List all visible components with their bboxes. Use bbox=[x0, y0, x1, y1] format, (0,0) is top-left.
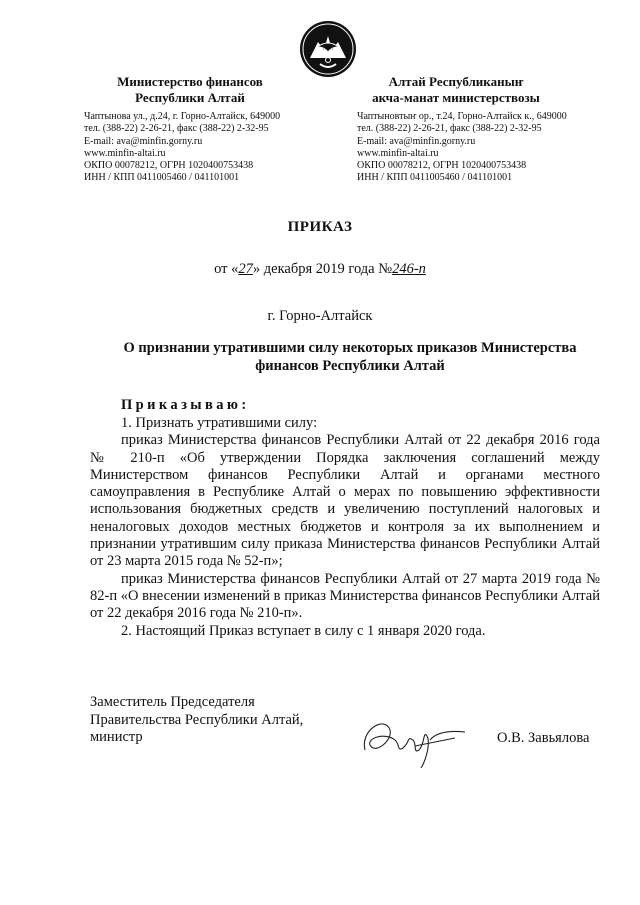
date-day: 27 bbox=[238, 261, 253, 277]
contact-line: Чаптыновтыҥ ор., т.24, Горно-Алтайск к., 649000 bbox=[357, 111, 567, 122]
date-mid: » декабря 2019 года № bbox=[252, 261, 393, 277]
contact-block-russian bbox=[84, 111, 280, 185]
org-name-line: акча-манат министерствозы bbox=[372, 90, 540, 105]
org-name-altai bbox=[346, 74, 566, 106]
signer-name: О.В. Завьялова bbox=[497, 730, 590, 746]
contact-line: www.minfin-altai.ru bbox=[357, 147, 439, 159]
contact-line: ОКПО 00078212, ОГРН 1020400753438 bbox=[357, 160, 527, 172]
document-number: 246 bbox=[392, 261, 414, 277]
body-paragraph: 1. Признать утратившими силу: bbox=[121, 415, 318, 431]
document-body bbox=[90, 415, 600, 640]
coat-of-arms-emblem bbox=[298, 18, 358, 80]
org-name-line: Алтай Республиканыҥ bbox=[388, 74, 524, 89]
contact-line: ИНН / КПП 0411005460 / 041101001 bbox=[357, 172, 513, 184]
org-name-line: Республики Алтай bbox=[135, 90, 245, 105]
document-subject: О признании утратившими силу некоторых приказов Министерства финансов Республики Алтай bbox=[123, 340, 577, 374]
document-title: ПРИКАЗ bbox=[287, 219, 353, 235]
contact-line: тел. (388-22) 2-26-21, факс (388-22) 2-32-95 bbox=[84, 123, 269, 135]
document-date-line bbox=[0, 261, 640, 278]
contact-line: тел. (388-22) 2-26-21, факс (388-22) 2-32-95 bbox=[357, 123, 542, 135]
handwritten-signature bbox=[355, 710, 475, 770]
signer-position-line: министр bbox=[90, 729, 143, 745]
contact-line: E-mail: ava@minfin.gorny.ru bbox=[84, 135, 203, 147]
contact-block-altai bbox=[357, 111, 567, 185]
document-number-suffix: -п bbox=[413, 261, 426, 277]
org-name-russian bbox=[80, 74, 300, 106]
org-name-line: Министерство финансов bbox=[117, 74, 263, 89]
signer-position bbox=[90, 694, 303, 747]
body-paragraph: приказ Министерства финансов Республики Алтай от 27 марта 2019 года № 82-п «О внесении изменений в приказ Министерства финансов Республики Алтай от 22 декабря 2016 года № 210-п». bbox=[90, 570, 600, 622]
contact-line: www.minfin-altai.ru bbox=[84, 147, 166, 159]
order-word: Приказываю: bbox=[121, 397, 250, 413]
contact-line: ОКПО 00078212, ОГРН 1020400753438 bbox=[84, 160, 254, 172]
body-paragraph: приказ Министерства финансов Республики Алтай от 22 декабря 2016 года № 210-п «Об утверждении Порядка заключения соглашений между Министерством финансов Республики Алтай и органами местного самоуправления в Республике Алтай о мерах по повышению эффективности использования бюджетных средств и увеличению поступлений налоговых и неналоговых доходов местных бюджетов и контроля за их выполнением и признании утратившим силу приказа Министерства финансов Республики Алтай от 23 марта 2015 года № 52-п»; bbox=[90, 432, 600, 570]
signer-position-line: Правительства Республики Алтай, bbox=[90, 711, 304, 728]
signer-position-line: Заместитель Председателя bbox=[90, 694, 255, 710]
contact-line: E-mail: ava@minfin.gorny.ru bbox=[357, 135, 476, 147]
contact-line: ИНН / КПП 0411005460 / 041101001 bbox=[84, 172, 240, 184]
date-prefix: от « bbox=[214, 261, 239, 277]
document-city: г. Горно-Алтайск bbox=[267, 308, 373, 324]
contact-line: Чаптынова ул., д.24, г. Горно-Алтайск, 649000 bbox=[84, 111, 281, 122]
body-paragraph: 2. Настоящий Приказ вступает в силу с 1 января 2020 года. bbox=[121, 622, 486, 639]
